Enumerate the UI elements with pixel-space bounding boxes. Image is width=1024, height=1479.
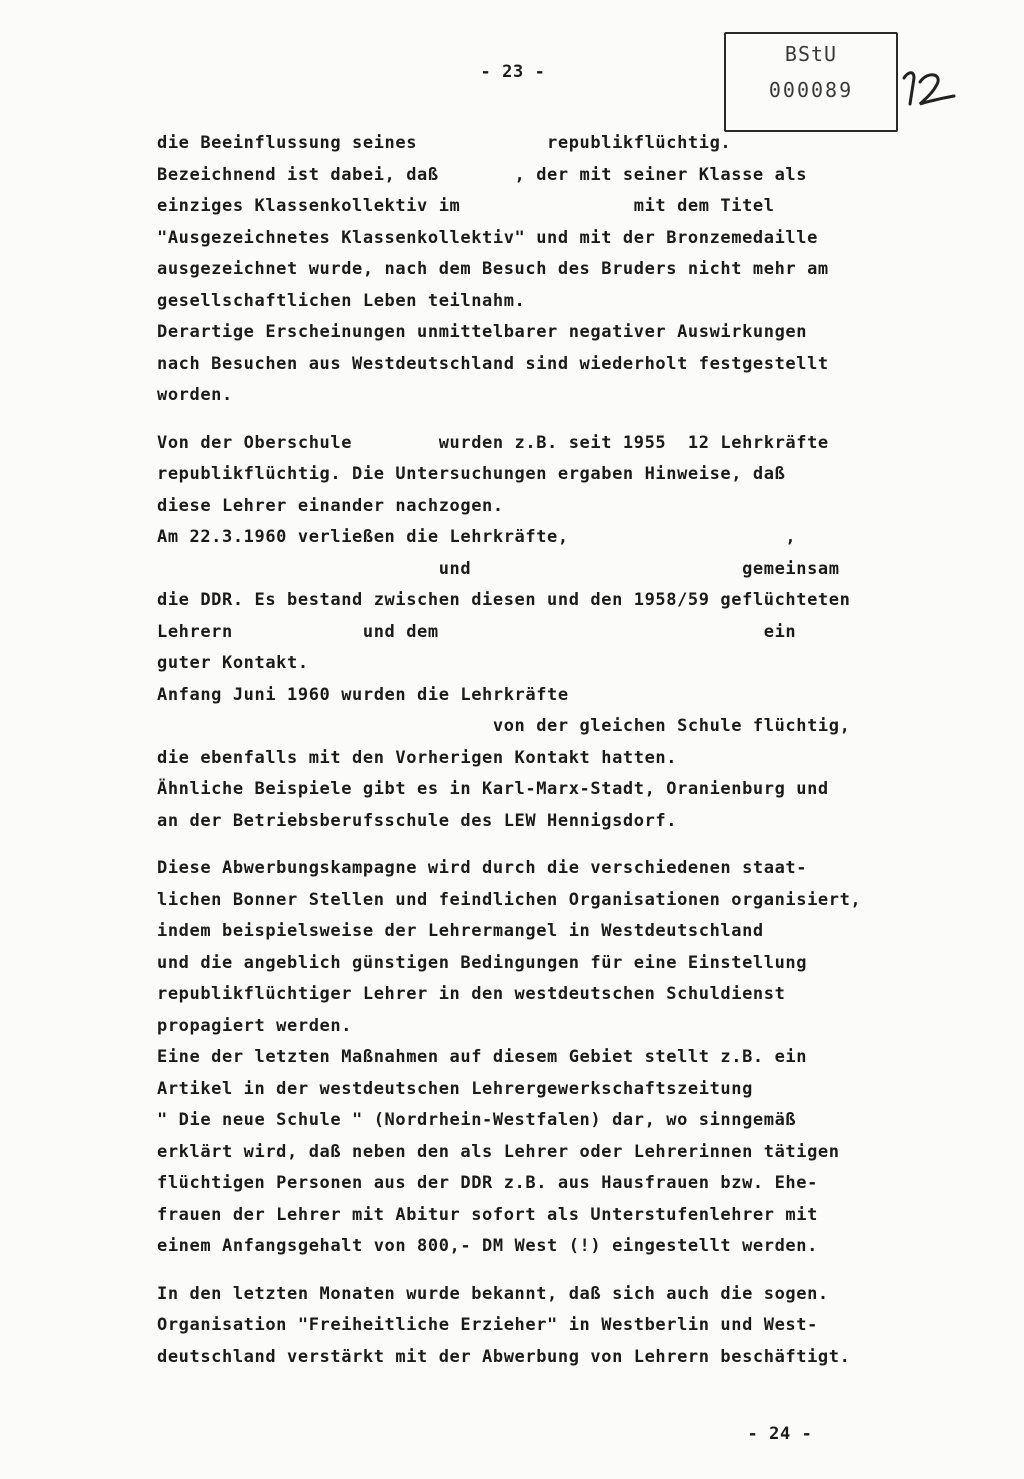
text-line: republikflüchtiger Lehrer in den westdeutschen Schuldienst [157,984,786,1004]
text-line: Organisation "Freiheitliche Erzieher" in Westberlin und West- [157,1315,818,1335]
archive-stamp [724,32,898,132]
document-body [157,128,977,1373]
paragraph-gap [157,837,977,853]
text-line: deutschland verstärkt mit der Abwerbung von Lehrern beschäftigt. [157,1346,851,1367]
text-line: ausgezeichnet wurde, nach dem Besuch des Bruders nicht mehr am [157,259,829,279]
text-line: die Beeinflussung seines republikflüchtig. [157,133,732,153]
text-line: die ebenfalls mit den Vorherigen Kontakt hatten. [157,747,678,768]
text-line: Eine der letzten Maßnahmen auf diesem Gebiet stellt z.B. ein [157,1047,808,1067]
text-line: Am 22.3.1960 verließen die Lehrkräfte, , [157,527,797,547]
text-line: die DDR. Es bestand zwischen diesen und den 1958/59 geflüchteten [157,590,851,610]
text-line: Ähnliche Beispiele gibt es in Karl-Marx-Stadt, Oranienburg und [157,779,829,799]
paragraph-3 [157,853,977,1263]
text-line: von der gleichen Schule flüchtig, [157,716,851,736]
text-line: " Die neue Schule " (Nordrhein-Westfalen) dar, wo sinngemäß [157,1110,797,1130]
text-line: an der Betriebsberufsschule des LEW Hennigsdorf. [157,810,678,831]
text-line: lichen Bonner Stellen und feindlichen Organisationen organisiert, [157,889,862,910]
text-line: "Ausgezeichnetes Klassenkollektiv" und mit der Bronzemedaille [157,227,818,248]
text-line: nach Besuchen aus Westdeutschland sind wiederholt festgestellt [157,353,829,374]
text-line: flüchtigen Personen aus der DDR z.B. aus Hausfrauen bzw. Ehe- [157,1173,818,1193]
text-line: guter Kontakt. [157,653,309,673]
stamp-serial: 000089 [768,78,854,102]
text-line: und die angeblich günstigen Bedingungen für eine Einstellung [157,952,808,973]
text-line: gesellschaftlichen Leben teilnahm. [157,290,526,311]
text-line: Von der Oberschule wurden z.B. seit 1955 12 Lehrkräfte [157,432,829,453]
text-line: diese Lehrer einander nachzogen. [157,495,504,516]
text-line: Diese Abwerbungskampagne wird durch die verschiedenen staat- [157,858,808,878]
text-line: indem beispielsweise der Lehrermangel in Westdeutschland [157,921,764,941]
text-line: Artikel in der westdeutschen Lehrergewerkschaftszeitung [157,1078,753,1099]
text-line: Lehrern und dem ein [157,621,797,642]
paragraph-gap [157,1263,977,1279]
page-number: - 23 - [480,62,546,82]
text-line: einziges Klassenkollektiv im mit dem Titel [157,196,775,216]
text-line: propagiert werden. [157,1015,353,1036]
text-line: erklärt wird, daß neben den als Lehrer oder Lehrerinnen tätigen [157,1141,840,1162]
paragraph-1 [157,128,977,412]
text-line: Bezeichnend ist dabei, daß , der mit seiner Klasse als [157,164,808,185]
paragraph-gap [157,412,977,428]
text-line: republikflüchtig. Die Untersuchungen ergaben Hinweise, daß [157,464,786,484]
stamp-agency: BStU [784,42,838,66]
text-line: einem Anfangsgehalt von 800,- DM West (!) eingestellt werden. [157,1236,818,1256]
paragraph-2 [157,428,977,838]
paragraph-4 [157,1279,977,1374]
text-line: Derartige Erscheinungen unmittelbarer negativer Auswirkungen [157,322,808,342]
text-line: In den letzten Monaten wurde bekannt, daß sich auch die sogen. [157,1283,829,1304]
text-line: worden. [157,385,233,405]
text-line: Anfang Juni 1960 wurden die Lehrkräfte [157,684,569,705]
next-page-indicator: - 24 - [747,1424,813,1444]
text-line: frauen der Lehrer mit Abitur sofort als Unterstufenlehrer mit [157,1204,818,1225]
text-line: und gemeinsam [157,558,840,579]
handwritten-folio-mark [898,64,958,114]
